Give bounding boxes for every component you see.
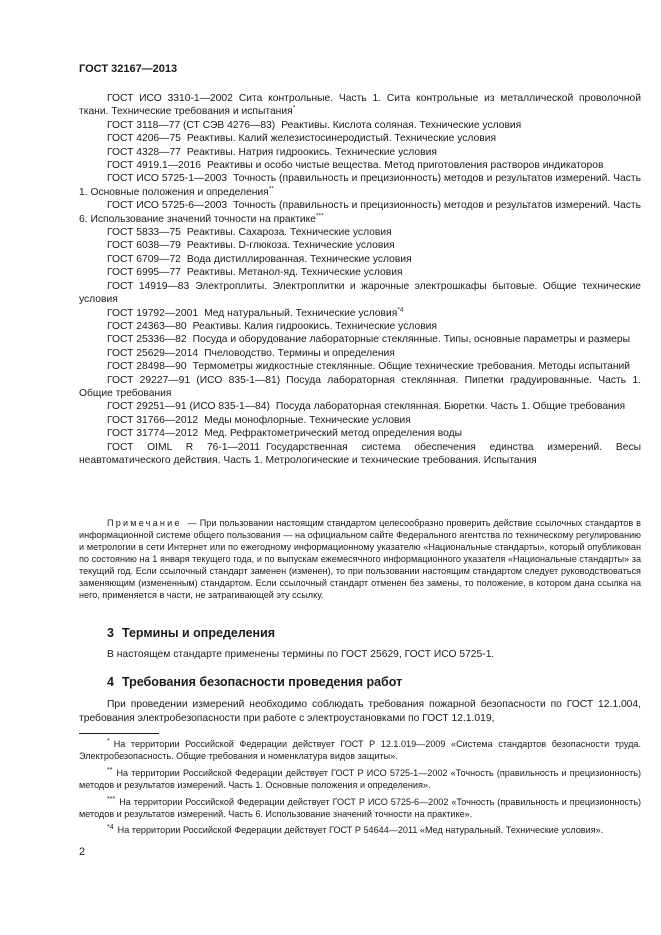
footnote-mark: ***	[107, 795, 116, 803]
page-header: ГОСТ 32167—2013	[79, 63, 178, 75]
footnote-text: На территории Российской Федерации действует ГОСТ Р 12.1.019—2009 «Система стандартов безопасности труда. Электробезопасность. Общие требования и номенклатура видов защиты».	[79, 739, 641, 762]
reference-title: Реактивы и особо чистые вещества. Метод приготовления растворов индикаторов	[206, 160, 604, 172]
reference-item	[79, 374, 641, 401]
reference-code: ГОСТ 5833—75	[107, 227, 181, 239]
footnote-divider	[79, 733, 159, 734]
normative-references-list	[79, 92, 641, 467]
reference-item	[79, 333, 641, 346]
reference-title: Точность (правильность и прецизионность) методов и результатов измерений. Часть 1. Основные положения и определения	[79, 173, 641, 198]
note-paragraph	[79, 517, 641, 601]
footnote-item	[79, 738, 641, 763]
footnote-text: На территории Российской Федерации действует ГОСТ Р ИСО 5725-6—2002 «Точность (правильность и прецизионность) методов и результатов измерений. Часть 6. Использование значений точности на практике».	[79, 796, 641, 820]
reference-code: ГОСТ OIML R 76-1—2011	[107, 441, 261, 453]
reference-item	[79, 307, 641, 320]
reference-code: ГОСТ 25336—82	[107, 334, 187, 346]
section-number: 4	[107, 675, 114, 689]
reference-code: ГОСТ 6709—72	[107, 253, 181, 265]
reference-item	[79, 441, 641, 468]
reference-item	[79, 146, 641, 159]
section-title: Требования безопасности проведения работ	[121, 675, 403, 689]
section-4-paragraph: При проведении измерений необходимо соблюдать требования пожарной безопасности по ГОСТ 12.1.004, требования электробезопасности при работе с электроустановками по ГОСТ 12.1.019,	[79, 699, 641, 724]
reference-title: Посуда лабораторная стеклянная. Пипетки градуированные. Часть 1. Общие требования	[79, 374, 641, 399]
reference-title: Реактивы. Метанол-яд. Технические условия	[186, 267, 403, 279]
reference-item	[79, 253, 641, 266]
reference-code: ГОСТ 4919.1—2016	[107, 160, 201, 172]
reference-item	[79, 92, 641, 119]
reference-item	[79, 360, 641, 373]
note-label: Примечание	[107, 518, 182, 528]
reference-item	[79, 239, 641, 252]
footnote-item	[79, 824, 641, 836]
reference-title: Посуда лабораторная стеклянная. Бюретки. Часть 1. Общие требования	[275, 401, 626, 413]
reference-title: Мед. Рефрактометрический метод определения воды	[204, 428, 463, 440]
note-text: — При пользовании настоящим стандартом целесообразно проверить действие ссылочных стандартов в информационной системе общего пользования — на официальном сайте Федерального агентства по техническому регулированию и метрологии в сети Интернет или по ежегодному информационному указателю «Национальные стандарты», который опубликован по состоянию на 1 января текущего года, и по выпускам ежемесячного информационного указателя «Национальные стандарты» за текущий год. Если ссылочный стандарт заменен (изменен), то при пользовании настоящим стандартом следует руководствоваться заменяющим (измененным) стандартом. Если ссылочный стандарт отменен без замены, то положение, в котором дана ссылка на него, применяется в части, не затрагивающей эту ссылку.	[79, 518, 641, 600]
reference-title: Посуда и оборудование лабораторные стеклянные. Типы, основные параметры и размеры	[192, 334, 631, 346]
reference-title: Реактивы. Кислота соляная. Технические условия	[281, 119, 522, 131]
reference-title: Сита контрольные. Часть 1. Сита контрольные из металлической проволочной ткани. Технические требования и испытания	[79, 93, 642, 118]
reference-code: ГОСТ 14919—83	[107, 280, 190, 292]
reference-item	[79, 320, 641, 333]
section-3-heading	[107, 626, 275, 640]
section-title: Термины и определения	[121, 626, 276, 640]
reference-item	[79, 132, 641, 145]
reference-code: ГОСТ 31774—2012	[107, 428, 199, 440]
reference-title: Электроплиты. Электроплитки и жарочные электрошкафы бытовые. Общие технические условия	[79, 280, 641, 306]
reference-code: ГОСТ 3118—77 (СТ СЭВ 4276—83)	[107, 119, 276, 131]
section-number: 3	[107, 626, 114, 640]
reference-code: ГОСТ 24363—80	[107, 320, 187, 332]
reference-title: Меды монофлорные. Технические условия	[204, 414, 411, 426]
footnotes	[79, 738, 641, 841]
reference-title: Пчеловодство. Термины и определения	[204, 347, 395, 359]
reference-title: Реактивы. D-глюкоза. Технические условия	[186, 240, 395, 252]
reference-item	[79, 159, 641, 172]
reference-title: Вода дистиллированная. Технические условия	[186, 253, 412, 265]
footnote-text: На территории Российской Федерации действует ГОСТ Р 54644—2011 «Мед натуральный. Технические условия».	[117, 825, 604, 836]
reference-item	[79, 347, 641, 360]
footnote-item	[79, 767, 641, 792]
section-4-heading	[107, 675, 402, 689]
footnote-mark: *4	[107, 824, 114, 832]
reference-title: Реактивы. Калий железистосинеродистый. Технические условия	[186, 133, 497, 145]
reference-item	[79, 226, 641, 239]
reference-title: Государственная система обеспечения единства измерений. Весы неавтоматического действия. Часть 1. Метрологические и технические требования. Испытания	[79, 441, 642, 466]
reference-item	[79, 280, 641, 307]
footnote-item	[79, 796, 641, 821]
footnote-mark: *	[292, 104, 296, 112]
reference-item	[79, 199, 641, 226]
reference-title: Реактивы. Натрия гидроокись. Технические условия	[186, 146, 437, 158]
reference-item	[79, 119, 641, 132]
reference-item	[79, 172, 641, 199]
reference-code: ГОСТ 28498—90	[107, 361, 187, 373]
reference-code: ГОСТ 29251—91 (ИСО 835-1—84)	[107, 401, 270, 413]
footnote-mark: *4	[397, 306, 404, 314]
section-3-paragraph: В настоящем стандарте применены термины по ГОСТ 25629, ГОСТ ИСО 5725-1.	[107, 649, 495, 660]
reference-item	[79, 414, 641, 427]
reference-code: ГОСТ ИСО 5725-6—2003	[107, 200, 228, 212]
page-number: 2	[79, 846, 86, 858]
reference-item	[79, 400, 641, 413]
reference-code: ГОСТ 19792—2001	[107, 307, 199, 319]
reference-code: ГОСТ 6995—77	[107, 267, 181, 279]
footnote-mark: ***	[316, 212, 324, 220]
reference-code: ГОСТ 29227—91 (ИСО 835-1—81)	[107, 374, 281, 386]
reference-code: ГОСТ 4206—75	[107, 133, 181, 145]
footnote-text: На территории Российской Федерации действует ГОСТ Р ИСО 5725-1—2002 «Точность (правильность и прецизионность) методов и результатов измерений. Часть 1. Основные положения и определения».	[79, 767, 641, 791]
reference-title: Реактивы. Калия гидроокись. Технические условия	[192, 320, 438, 332]
reference-code: ГОСТ 4328—77	[107, 146, 181, 158]
reference-code: ГОСТ 31766—2012	[107, 414, 199, 426]
reference-code: ГОСТ 25629—2014	[107, 347, 199, 359]
footnote-mark: **	[107, 766, 113, 774]
reference-code: ГОСТ ИСО 3310-1—2002	[107, 93, 233, 104]
reference-title: Реактивы. Сахароза. Технические условия	[186, 227, 392, 239]
reference-title: Термометры жидкостные стеклянные. Общие технические требования. Методы испытаний	[192, 361, 631, 373]
footnote-mark: **	[268, 185, 274, 193]
reference-title: Мед натуральный. Технические условия	[204, 307, 398, 319]
reference-item	[79, 427, 641, 440]
footnote-mark: *	[107, 737, 110, 745]
reference-code: ГОСТ 6038—79	[107, 240, 181, 252]
reference-item	[79, 266, 641, 279]
reference-title: Точность (правильность и прецизионность) методов и результатов измерений. Часть 6. Использование значений точности на практике	[79, 200, 641, 225]
reference-code: ГОСТ ИСО 5725-1—2003	[107, 173, 228, 185]
